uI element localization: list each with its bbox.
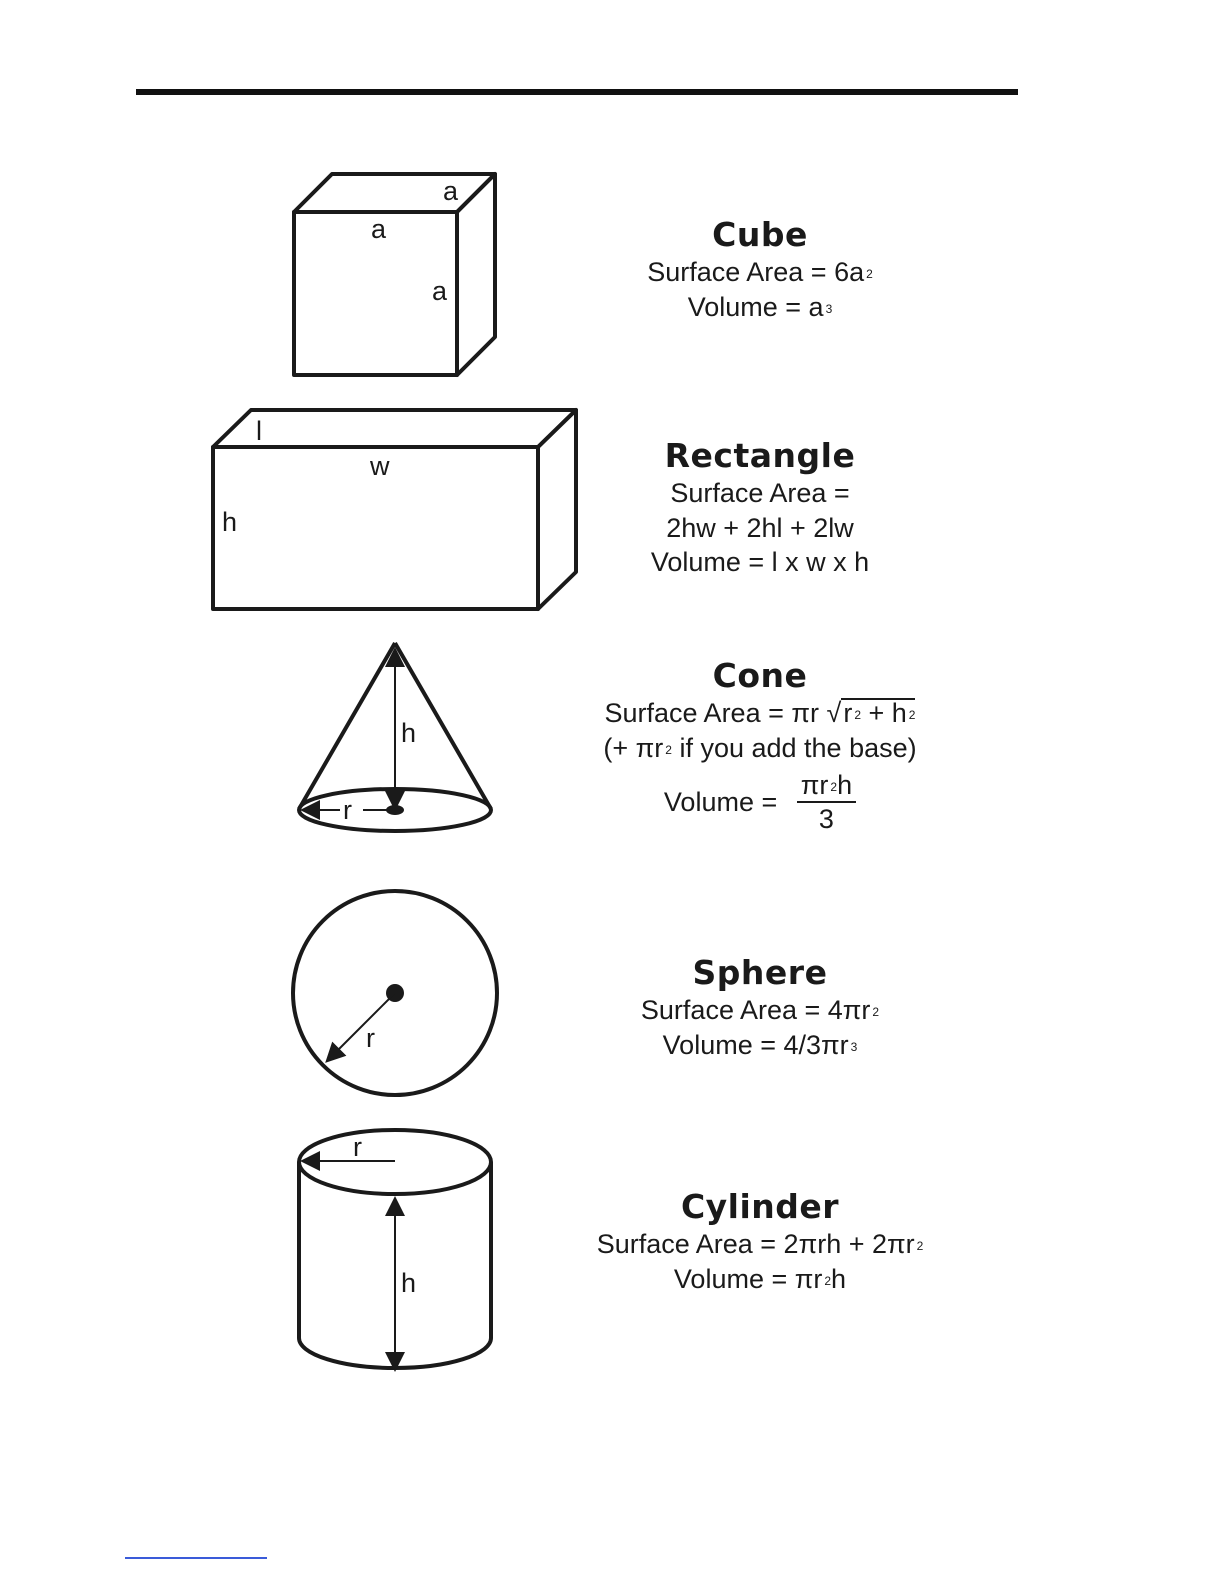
cone-volume-numerator: πr $^2$h xyxy=(797,769,856,803)
cylinder-volume: Volume = πr $^2$h xyxy=(673,1263,847,1294)
cone-formula-block xyxy=(540,656,980,835)
cylinder-formula-block xyxy=(540,1187,980,1296)
cone-figure xyxy=(290,635,500,840)
sphere-title: Sphere xyxy=(692,953,828,992)
cube-figure xyxy=(280,160,520,390)
sphere-formula-block xyxy=(540,953,980,1062)
cone-title: Cone xyxy=(712,656,808,695)
rectangle-formula-block xyxy=(540,436,980,580)
rectangle-label-height: h xyxy=(222,507,238,537)
cylinder-surface-area: Surface Area = 2πrh + 2πr $^2$ xyxy=(596,1229,924,1259)
bottom-link-underline xyxy=(125,1557,267,1559)
cylinder-label-height: h xyxy=(401,1268,417,1298)
cone-label-height: h xyxy=(401,718,417,748)
cube-surface-area: Surface Area = 6a $^2$ xyxy=(647,257,873,287)
cube-title: Cube xyxy=(712,215,808,254)
rectangle-top-face xyxy=(213,410,576,447)
rectangle-volume: Volume = l x w x h xyxy=(650,547,870,577)
cube-formula-block xyxy=(540,215,980,324)
sphere-volume: Volume = 4/3πr $^3$ xyxy=(662,1029,858,1060)
sphere-label-radius: r xyxy=(366,1023,375,1053)
cone-base-note: (+ πr $^2$ if you add the base) xyxy=(603,732,917,763)
cube-side-face xyxy=(457,174,495,375)
sphere-radius-arrow xyxy=(328,993,395,1060)
cylinder-title: Cylinder xyxy=(680,1187,840,1226)
cone-label-radius: r xyxy=(343,795,352,825)
cone-volume-fraction xyxy=(797,769,856,835)
cone-left-edge xyxy=(299,643,395,809)
rectangle-surface-area-formula: 2hw + 2hl + 2lw xyxy=(666,512,854,543)
cone-radicand: r $^2$ + h $^2$ xyxy=(843,698,916,728)
sphere-surface-area: Surface Area = 4πr $^2$ xyxy=(640,995,880,1025)
cube-volume: Volume = a $^3$ xyxy=(687,291,833,322)
rectangle-surface-area: Surface Area = xyxy=(670,478,850,508)
rectangle-title: Rectangle xyxy=(664,436,856,475)
top-rule xyxy=(136,89,1018,95)
cube-label-front-side: a xyxy=(432,276,448,306)
cone-volume-denominator: 3 xyxy=(818,804,834,834)
cylinder-label-radius: r xyxy=(353,1132,362,1162)
sphere-figure xyxy=(285,885,505,1105)
cone-surface-area: Surface Area = πr √r $^2$ + h $^2$ xyxy=(604,698,916,728)
cone-volume: Volume = $\frac{\pi r ^2h}{3}$ xyxy=(540,769,980,835)
cube-label-top: a xyxy=(443,176,459,206)
rectangle-label-length: l xyxy=(256,416,262,446)
cube-label-front-top: a xyxy=(371,214,387,244)
cone-center-dot xyxy=(386,805,404,815)
cylinder-figure xyxy=(290,1120,500,1380)
rectangle-label-width: w xyxy=(370,451,390,481)
